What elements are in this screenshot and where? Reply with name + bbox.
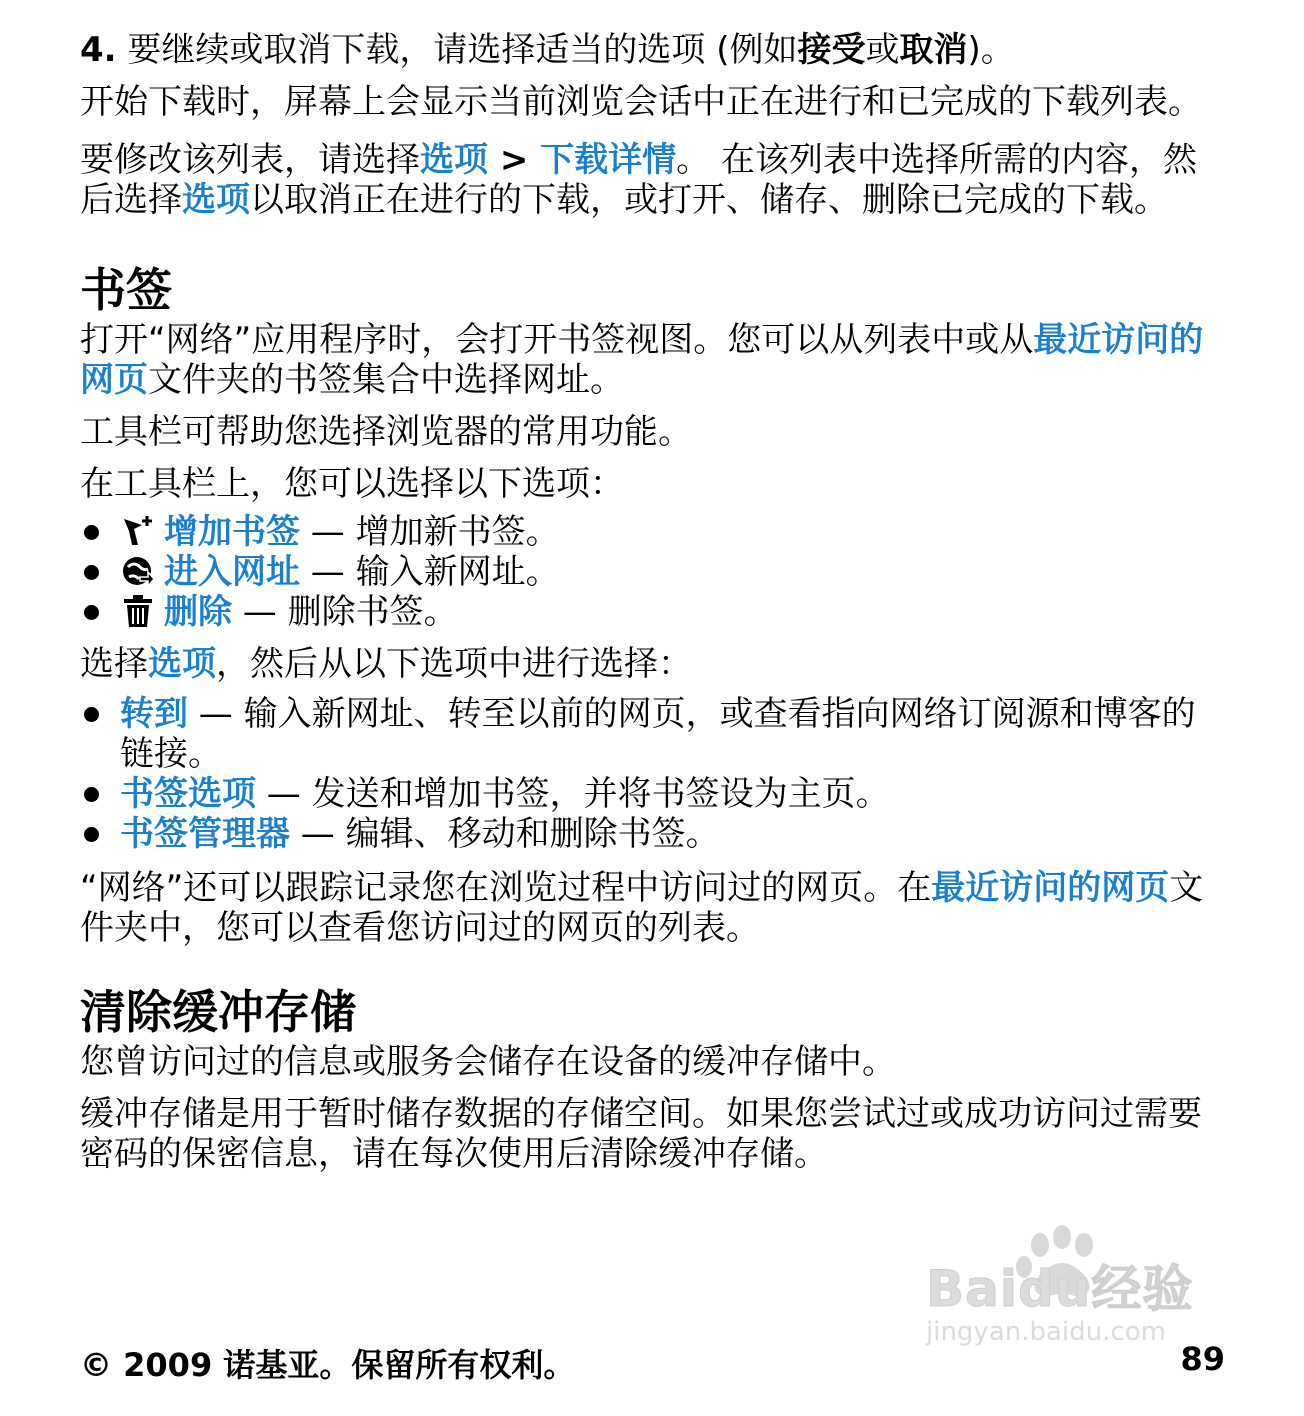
- go-to-address-label: 进入网址: [164, 552, 300, 592]
- bookmarks-intro: [80, 320, 1225, 400]
- go-to-label: 转到: [120, 694, 188, 734]
- list-item: [80, 774, 1225, 814]
- text: 。 在该列表中选择所需的内容，然后选择: [80, 140, 1197, 220]
- download-details-link: 下载详情: [540, 140, 677, 180]
- toolbar-paragraph: 工具栏可帮助您选择浏览器的常用功能。: [80, 412, 692, 452]
- recent-pages-link: 最近访问的网页: [80, 320, 1204, 400]
- accept-option: 接受: [797, 30, 866, 70]
- toolbar-items-list: [80, 512, 1225, 632]
- add-bookmark-label: 增加书签: [164, 512, 300, 552]
- item-description: — 发送和增加书签，并将书签设为主页。: [256, 774, 890, 814]
- text: 文件夹的书签集合中选择网址。: [148, 360, 624, 400]
- text: ，然后从以下选项中进行选择：: [216, 644, 692, 684]
- options-intro: [80, 644, 1225, 684]
- step-end: )。: [967, 30, 1015, 70]
- copyright: © 2009 诺基亚。保留所有权利。: [80, 1346, 576, 1384]
- bookmarks-heading: 书签: [80, 263, 172, 317]
- step-4: [80, 30, 1225, 70]
- toolbar-options-intro: 在工具栏上，您可以选择以下选项：: [80, 464, 624, 504]
- options-link: 选项: [182, 180, 250, 220]
- bookmark-options-label: 书签选项: [120, 774, 256, 814]
- text: 以取消正在进行的下载，或打开、储存、删除已完成的下载。: [250, 180, 1168, 220]
- recent-pages-link: 最近访问的网页: [931, 868, 1170, 908]
- text: “网络”还可以跟踪记录您在浏览过程中访问过的网页。在: [80, 868, 932, 908]
- cache-paragraph-1: 您曾访问过的信息或服务会储存在设备的缓冲存储中。: [80, 1042, 896, 1082]
- item-description: — 增加新书签。: [300, 512, 560, 552]
- path-separator: >: [488, 140, 541, 180]
- cancel-option: 取消: [899, 30, 968, 70]
- document-page: [80, 30, 1225, 1174]
- bookmark-manager-label: 书签管理器: [120, 814, 290, 854]
- download-start-paragraph: 开始下载时，屏幕上会显示当前浏览会话中正在进行和已完成的下载列表。: [80, 82, 1202, 122]
- list-item: [80, 552, 1225, 592]
- text: 要修改该列表，请选择: [80, 140, 420, 180]
- history-paragraph: [80, 868, 1225, 948]
- list-item: [80, 814, 1225, 854]
- watermark-url: jingyan.baidu.com: [926, 1317, 1166, 1347]
- item-description: — 删除书签。: [232, 592, 458, 632]
- cache-paragraph-2: 缓冲存储是用于暂时储存数据的存储空间。如果您尝试过或成功访问过需要密码的保密信息，请在每次使用后清除缓冲存储。: [80, 1094, 1202, 1174]
- page-footer: [80, 1340, 1225, 1386]
- list-item: [80, 694, 1225, 774]
- watermark-text: [926, 1262, 1226, 1348]
- page-number: 89: [1180, 1340, 1225, 1378]
- options-link: 选项: [420, 140, 488, 180]
- clear-cache-heading: 清除缓冲存储: [80, 985, 356, 1039]
- step-text: 要继续或取消下载，请选择适当的选项 (例如: [127, 30, 798, 70]
- step-number: 4.: [80, 30, 117, 70]
- options-link: 选项: [148, 644, 216, 684]
- trash-icon: [120, 593, 156, 629]
- options-list: [80, 694, 1225, 854]
- or-text: 或: [865, 30, 900, 70]
- add-bookmark-icon: [120, 513, 156, 549]
- list-item: [80, 592, 1225, 632]
- modify-list-paragraph: [80, 140, 1225, 220]
- text: 打开“网络”应用程序时，会打开书签视图。您可以从列表中或从: [80, 320, 1034, 360]
- go-to-address-icon: [120, 553, 156, 589]
- item-description: — 输入新网址。: [300, 552, 560, 592]
- item-description: — 输入新网址、转至以前的网页，或查看指向网络订阅源和博客的链接。: [120, 694, 1196, 774]
- watermark-brand: Baidu经验: [926, 1260, 1194, 1318]
- list-item: [80, 512, 1225, 552]
- text: 文件夹中，您可以查看您访问过的网页的列表。: [80, 868, 1204, 948]
- delete-label: 删除: [164, 592, 232, 632]
- text: 选择: [80, 644, 148, 684]
- item-description: — 编辑、移动和删除书签。: [290, 814, 720, 854]
